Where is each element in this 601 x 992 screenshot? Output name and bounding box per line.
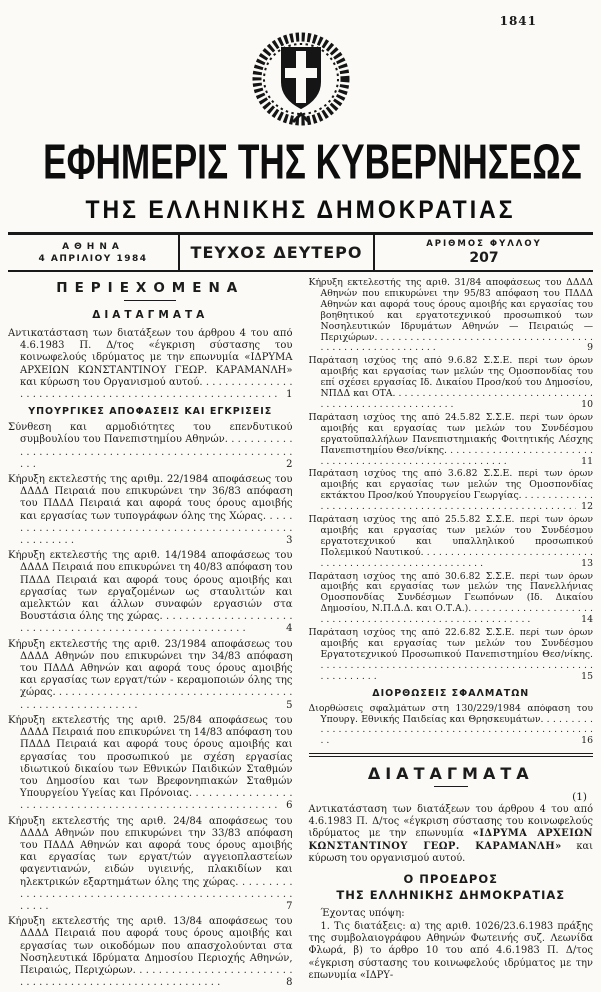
toc-entry-number: 14 — [576, 615, 593, 626]
issue-place-date — [8, 235, 178, 270]
toc-entry — [8, 550, 293, 635]
president-line1: Ο ΠΡΟΕΔΡΟΣ — [403, 871, 498, 886]
page-number: 1841 — [499, 14, 537, 28]
decree-body: 1. Τις διατάξεις: α) της αριθ. 1026/23.6.1983 πράξης της συμβολαιογράφου Αθηνών Φωτεινής συζ. Λεωνίδα Φλωρά, β) το άρθρο 10 του από 4.6.1983 Π. Δ/τος «έγκριση σύστασης του κοινωφελούς ιδρύματος με την επωνυμία «ΙΔΡΥ- — [308, 920, 593, 981]
masthead-title: ΕΦΗΜΕΡΙΣ ΤΗΣ ΚΥΒΕΡΝΗΣΕΩΣ — [43, 136, 582, 190]
toc-entry-text: Παράταση ισχύος της από 25.5.82 Σ.Σ.Ε. περί των όρων αμοιβής και εργασίας των μελών του Συνδέσμου εργατοτεχνικού και υπαλληλικού προσωπικού Πολεμικού Ναυτικού. . . . — [309, 515, 594, 569]
issue-type — [178, 235, 375, 270]
toc-entry — [309, 278, 594, 354]
sheet-number-label: ΑΡΙΘΜΟΣ ΦΥΛΛΟΥ — [426, 239, 542, 249]
toc-entry — [309, 515, 594, 570]
toc-entry-text: Παράταση ισχύος της από 3.6.82 Σ.Σ.Ε. περί των όρων αμοιβής και εργασίας των μελών της Ομοσπονδίας εκτάκτου Προσ/κού Υπουργείου Γεωργίας. . . . — [309, 469, 594, 512]
toc-entry-text: Κήρυξη εκτελεστής της αριθ. 24/84 αποφάσεως του ΔΔΔΔ Αθηνών που επικυρώνει την 33/83 απόφαση του ΠΔΔΔ Αθηνών και αφορά τους όρους αμοιβής και εργασίας των εργατ/τών αγγειοπλαστείων φαγεντιανών, ειδών υγιεινής, πλακιδίων και ηλεκτρικών εξαρτημάτων όλης της χώρας. . . . — [8, 816, 293, 912]
toc-entry-text: Αντικατάσταση των διατάξεων του άρθρου 4 του από 4.6.1983 Π. Δ/τος «έγκριση σύστασης του κοινωφελούς ιδρύματος με την επωνυμία «ΙΔΡΥΜΑ ΑΡΧΕΙΩΝ ΚΩΝΣΤΑΝΤΙΝΟΥ ΓΕΩΡ. ΚΑΡΑΜΑΝΛΗ» και κύρωση του Οργανισμού αυτού. . . . — [8, 328, 293, 400]
toc-entry-text: Κήρυξη εκτελεστής της αριθ. 31/84 αποφάσεως του ΔΔΔΔ Αθηνών που επικυρώνει την 95/83 απόφαση του ΠΔΔΔ Αθηνών και αφορά τους όρους αμοιβής και εργασίας του βοηθητικού και εργατοτεχνικού προσωπικού των Νοσηλευτικών Ιδρυμάτων Αθηνών — Πειραιώς — Περιχώρων. . . . — [309, 278, 594, 353]
decrees-section — [309, 764, 594, 982]
issue-info-bar — [8, 232, 593, 272]
toc-entry-number: 11 — [576, 457, 593, 468]
contents-title-rule — [124, 300, 176, 301]
toc-entry — [8, 422, 293, 471]
toc-entry-number: 9 — [582, 343, 593, 354]
toc-entry-text: Διορθώσεις σφαλμάτων στη 130/229/1984 απόφαση του Υπουργ. Εθνικής Παιδείας και Θρησκευμάτων. . . . — [309, 704, 594, 747]
toc-entry — [8, 916, 293, 989]
president-heading — [309, 872, 594, 902]
sheet-number-value: 207 — [469, 250, 499, 266]
toc-entry — [309, 469, 594, 513]
toc-entry-text: Παράταση ισχύος της από 22.6.82 Σ.Σ.Ε. περί των όρων αμοιβής και εργασίας των μελών του Συνδέσμου Εργατοτεχνικού Προσωπικού Πανεπιστημίου Θεσ/νίκης. . . . — [309, 628, 594, 682]
president-line2: ΤΗΣ ΕΛΛΗΝΙΚΗΣ ΔΗΜΟΚΡΑΤΙΑΣ — [336, 887, 566, 902]
decree-summary-pre: Αντικατάσταση των διατάξεων του άρθρου 4 του από 4.6.1983 Π. Δ/τος «έγκριση σύστασης του κοινωφελούς ιδρύματος με την επωνυμία — [308, 804, 593, 840]
toc-entry-number: 2 — [281, 459, 292, 471]
toc-entry-text: Κήρυξη εκτελεστής της αριθμ. 22/1984 αποφάσεως του ΔΔΔΔ Πειραιά που επικυρώνει την 36/83 απόφαση του ΠΔΔΔ Πειραιά και αφορά τους όρους αμοιβής και εργασίας των τυπογράφων όλης της Χώρας. . . . — [8, 474, 293, 546]
decree-summary-post: και κύρωση του οργανισμού αυτού. — [308, 840, 594, 864]
toc-entry-number: 16 — [576, 736, 593, 747]
toc-entry-number: 3 — [281, 535, 292, 547]
toc-entry-number: 5 — [281, 700, 292, 712]
masthead-subtitle: ΤΗΣ ΕΛΛΗΝΙΚΗΣ ΔΗΜΟΚΡΑΤΙΑΣ — [85, 195, 516, 224]
toc-entry-text: Κήρυξη εκτελεστής της αριθ. 13/84 αποφάσεως του ΔΔΔΔ Πειραιά που αφορά τους όρους αμοιβής και εργασίας των οικοδόμων που απασχολούνται στα Νοσηλευτικά Ιδρύματα Δημοσίου Περιοχής Αθηνών, Πειραιώς, Περιχώρων. . . . — [8, 916, 293, 988]
toc-entry — [309, 572, 594, 627]
toc-entry-text: Παράταση ισχύος της από 9.6.82 Σ.Σ.Ε. περί των όρων αμοιβής και εργασίας των μελών της Ομοσπονδίας του επί σχέσει εργασίας Ιδ. Δικαίου Προσ/κού του Δημοσίου, ΝΠΔΔ και ΟΤΑ. . . . — [309, 356, 594, 410]
contents-title: ΠΕΡΙΕΧΟΜΕΝΑ — [56, 280, 245, 296]
toc-entry-text: Κήρυξη εκτελεστής της αριθ. 23/1984 αποφάσεως του ΔΔΔΔ Αθηνών που επικυρώνει την 34/83 απόφαση του ΠΔΔΔ Αθηνών και αφορά τους όρους αμοιβής και εργασίας των εργατ/τών - κεραμοποιών όλης της χώρας. . . . — [8, 639, 293, 711]
toc-entry — [309, 356, 594, 411]
toc-entry-text: Κήρυξη εκτελεστής της αριθ. 14/1984 αποφάσεως του ΔΔΔΔ Πειραιά που επικυρώνει τη 40/83 απόφαση του ΠΔΔΔ Πειραιά και αφορά τους όρους αμοιβής και εργασίας των εργαζομένων ως σταυλιτών και αμελκτών και άλλων συναφών εργασιών στα Βουστάσια όλης της χώρας. . . . — [8, 550, 293, 634]
foundation-name: «ΙΔΡΥΜΑ ΑΡΧΕΙΩΝ ΚΩΝΣΤΑΝΤΙΝΟΥ ΓΕΩΡ. ΚΑΡΑΜΑΝΛΗ» — [308, 828, 593, 852]
toc-entry-text: Κήρυξη εκτελεστής της αριθ. 25/84 αποφάσεως του ΔΔΔΔ Πειραιά που επικυρώνει τη 14/83 απόφαση του ΠΔΔΔ Πειραιά και αφορά τους όρους αμοιβής και εργασίας του προσωπικού με σχέση εργασίας ιδιωτικού δικαίου των Εθνικών Παιδικών Σταθμών του Δημοσίου και των Βρεφονηπιακών Σταθμών Υπουργείου Υγείας και Πρόνοιας. . . . — [8, 715, 293, 811]
toc-entry — [309, 413, 594, 468]
contents-column-right — [309, 278, 594, 992]
content-columns — [8, 278, 593, 992]
toc-entry-text: Παράταση ισχύος της από 30.6.82 Σ.Σ.Ε. περί των όρων αμοιβής και εργασίας των μελών της Πανελλήνιας Ομοσπονδίας Συνδέσμων Γεωπόνων (Ιδ. Δικαίου Δημοσίου, Ν.Π.Δ.Δ. και Ο.Τ.Α.). . . . — [309, 572, 594, 626]
decree-summary — [309, 804, 594, 864]
toc-entry-number: 13 — [576, 559, 593, 570]
issue-sheet — [375, 235, 593, 270]
toc-entry-number: 15 — [576, 672, 593, 683]
toc-entry-number: 10 — [576, 400, 593, 411]
toc-entry — [309, 628, 594, 683]
toc-entry — [309, 704, 594, 748]
toc-entry-number: 12 — [576, 502, 593, 513]
issue-date: 4 ΑΠΡΙΛΙΟΥ 1984 — [38, 253, 148, 264]
toc-entry-number: 4 — [281, 623, 292, 635]
toc-entry — [8, 328, 293, 401]
toc-entry — [8, 639, 293, 712]
toc-entry — [8, 474, 293, 547]
contents-section-ministerial: ΥΠΟΥΡΓΙΚΕΣ ΑΠΟΦΑΣΕΙΣ ΚΑΙ ΕΓΚΡΙΣΕΙΣ — [28, 406, 273, 418]
contents-section-corrections: ΔΙΟΡΘΩΣΕΙΣ ΣΦΑΛΜΑΤΩΝ — [372, 687, 530, 699]
toc-entry-number: 8 — [281, 977, 292, 989]
toc-entry-number: 6 — [281, 800, 292, 812]
contents-section-decrees: ΔΙΑΤΑΓΜΑΤΑ — [92, 309, 209, 321]
toc-entry-text: Παράταση ισχύος της από 24.5.82 Σ.Σ.Ε. περί των όρων αμοιβής και εργασίας των μελών του Συνδέσμου εργατοϋπαλλήλων Πανεπιστημιακής Φοιτητικής Λέσχης Πανεπιστημίου Θεσ/νίκης. . . . — [309, 413, 594, 467]
toc-entry-number: 1 — [281, 389, 292, 401]
decrees-title-rule — [434, 786, 468, 787]
decrees-title: ΔΙΑΤΑΓΜΑΤΑ — [367, 764, 534, 784]
having-regard-line: Έχοντας υπόψη: — [320, 907, 405, 919]
toc-entry-text: Σύνθεση και αρμοδιότητες του επενδυτικού συμβουλίου του Πανεπιστημίου Αθηνών. . . . — [8, 422, 293, 470]
issue-type-label: ΤΕΥΧΟΣ ΔΕΥΤΕΡΟ — [190, 243, 363, 262]
contents-column-left — [8, 278, 293, 992]
section-divider-rule — [309, 753, 594, 757]
decree-number: (1) — [572, 791, 587, 804]
toc-entry — [8, 715, 293, 813]
issue-place: ΑΘΗΝΑ — [62, 241, 124, 252]
greek-coat-of-arms-icon — [8, 30, 593, 132]
toc-entry — [8, 816, 293, 914]
toc-entry-number: 7 — [281, 901, 292, 913]
